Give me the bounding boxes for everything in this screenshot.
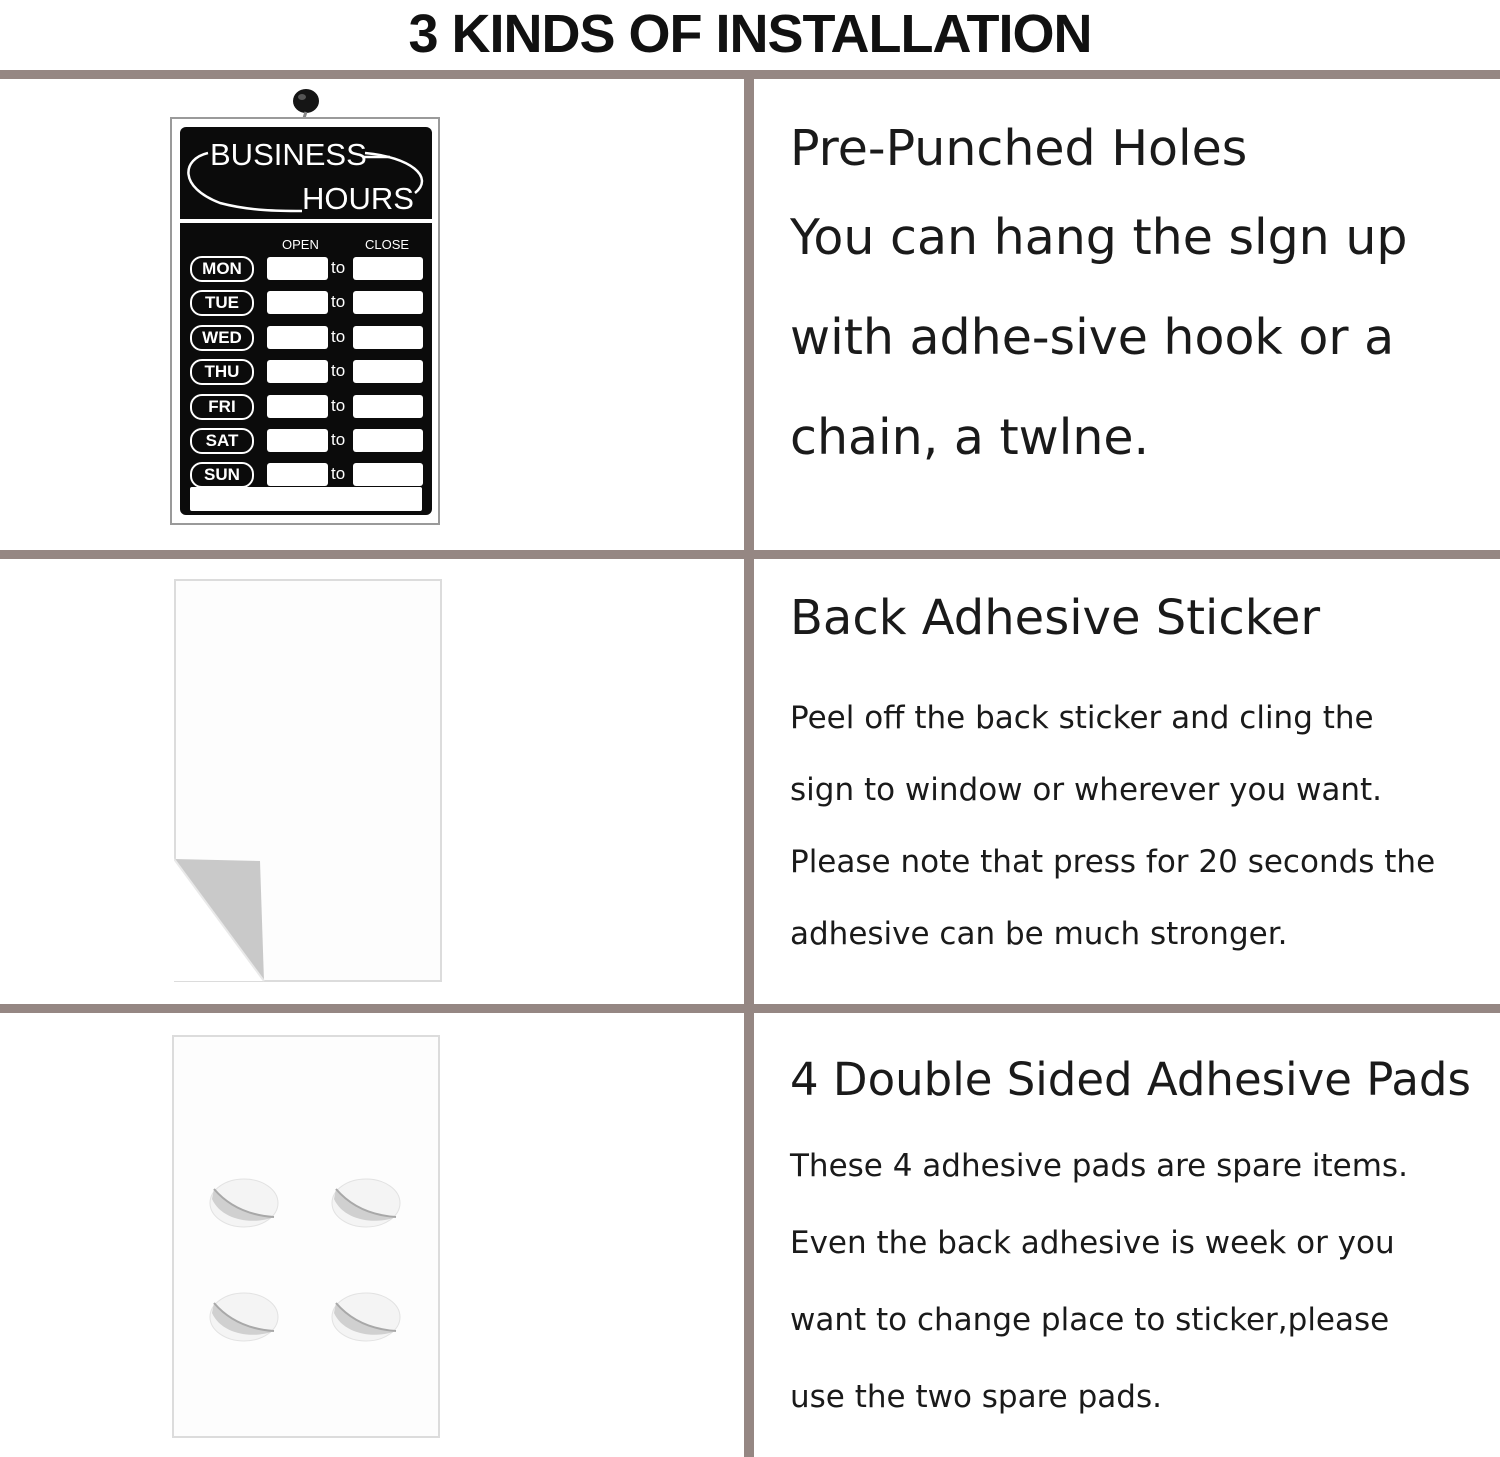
adhesive-pad-icon — [332, 1293, 400, 1341]
close-slot — [353, 360, 423, 383]
illustration-adhesive-pads — [172, 1035, 440, 1438]
open-slot — [267, 257, 328, 280]
open-slot — [267, 291, 328, 314]
paragraph-line: want to change place to sticker,please — [790, 1302, 1390, 1338]
paragraph-line: use the two spare pads. — [790, 1379, 1162, 1415]
sign-day-row — [180, 325, 432, 351]
paragraph-line: with adhe-sive hook or a — [790, 309, 1395, 366]
paragraph-line: These 4 adhesive pads are spare items. — [790, 1148, 1408, 1184]
to-label: to — [331, 258, 346, 277]
sign-footer-slot — [190, 487, 422, 511]
sign-day-row — [180, 394, 432, 420]
close-slot — [353, 395, 423, 418]
heading-double-sided-adhesive-pads: 4 Double Sided Adhesive Pads — [790, 1053, 1471, 1106]
page-title: 3 KINDS OF INSTALLATION — [408, 4, 1092, 64]
to-label: to — [331, 396, 346, 415]
adhesive-pad-icon — [210, 1293, 278, 1341]
text-back-adhesive-sticker — [790, 586, 1490, 970]
day-label: SAT — [190, 428, 254, 454]
sign-day-row — [180, 359, 432, 385]
text-pre-punched-holes — [790, 118, 1490, 488]
paragraph-line: You can hang the slgn up — [790, 209, 1408, 266]
day-label: SUN — [190, 462, 254, 488]
open-slot — [267, 395, 328, 418]
day-label: WED — [190, 325, 254, 351]
heading-pre-punched-holes: Pre-Punched Holes — [790, 120, 1248, 177]
sign-day-row — [180, 462, 432, 488]
close-slot — [353, 257, 423, 280]
open-slot — [267, 429, 328, 452]
sign-day-row — [180, 256, 432, 282]
to-label: to — [331, 361, 346, 380]
text-double-sided-adhesive-pads — [790, 1046, 1490, 1436]
paragraph-line: Please note that press for 20 seconds the — [790, 844, 1436, 880]
paragraph-line: sign to window or wherever you want. — [790, 772, 1382, 808]
day-label: THU — [190, 359, 254, 385]
sign-title-line2: HOURS — [302, 181, 414, 216]
peeled-corner-icon — [174, 579, 442, 982]
sign-title-line1: BUSINESS — [210, 137, 367, 172]
sign-day-row — [180, 290, 432, 316]
illustration-back-adhesive-sticker — [174, 579, 442, 982]
heading-back-adhesive-sticker: Back Adhesive Sticker — [790, 590, 1321, 646]
sign-board — [180, 127, 432, 515]
sign-day-row — [180, 428, 432, 454]
close-slot — [353, 291, 423, 314]
business-hours-sign — [170, 117, 440, 525]
paragraph-line: chain, a twlne. — [790, 409, 1150, 466]
open-slot — [267, 463, 328, 486]
close-slot — [353, 326, 423, 349]
to-label: to — [331, 464, 346, 483]
to-label: to — [331, 292, 346, 311]
adhesive-pad-icon — [332, 1179, 400, 1227]
open-slot — [267, 326, 328, 349]
sign-header — [180, 127, 432, 223]
paragraph-line: Peel off the back sticker and cling the — [790, 700, 1374, 736]
divider-vertical — [744, 70, 754, 1457]
to-label: to — [331, 430, 346, 449]
to-label: to — [331, 327, 346, 346]
paragraph-line: Even the back adhesive is week or you — [790, 1225, 1395, 1261]
paragraph-line: adhesive can be much stronger. — [790, 916, 1288, 952]
day-label: TUE — [190, 290, 254, 316]
sign-close-label: CLOSE — [365, 237, 410, 252]
adhesive-pads-group — [172, 1035, 440, 1438]
sign-open-label: OPEN — [282, 237, 319, 252]
adhesive-pad-icon — [210, 1179, 278, 1227]
day-label: FRI — [190, 394, 254, 420]
close-slot — [353, 429, 423, 452]
close-slot — [353, 463, 423, 486]
day-label: MON — [190, 256, 254, 282]
open-slot — [267, 360, 328, 383]
